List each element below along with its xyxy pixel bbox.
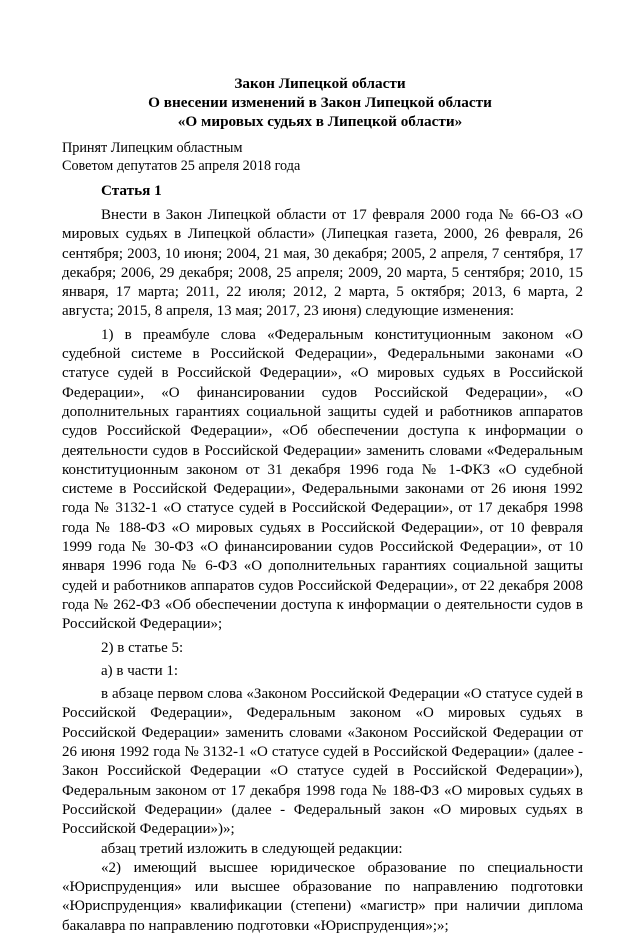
title-line-1: Закон Липецкой области (234, 75, 406, 92)
paragraph-abzac-1: в абзаце первом слова «Законом Российской Федерации «О статусе судей в Российской Федерации», Федеральным законом «О мировых судьях в Российской Федерации» заменить словами «Законом Российской Федерации от 26 июня 1992 года № 3132-1 «О статусе судей в Российской Федерации» (далее - Закон Российской Федерации «О статусе судей в Российской Федерации»), Федеральным законом от 17 декабря 1998 года № 188-ФЗ «О мировых судьях в Российской Федерации» (далее - Федеральный закон «О мировых судьях в Российской Федерации»)»; (62, 686, 583, 838)
paragraph-intro: Внести в Закон Липецкой области от 17 февраля 2000 года № 66-ОЗ «О мировых судьях в Липецкой области» (Липецкая газета, 2000, 26 февраля, 26 сентября; 2003, 10 июня; 2004, 21 мая, 30 декабря; 2005, 2 апреля, 7 сентября, 17 декабря; 2006, 29 декабря; 2008, 25 апреля; 2009, 20 марта, 5 сентября; 2010, 15 января, 17 марта; 2011, 22 июля; 2012, 2 марта, 5 октября; 2013, 6 марта, 2 августа; 2015, 8 апреля, 13 мая; 2017, 23 июня) следующие изменения: (62, 207, 583, 320)
title-line-3: «О мировых судьях в Липецкой области» (177, 113, 463, 130)
article-body (62, 206, 583, 936)
paragraph-subitem-a: а) в части 1: (101, 662, 179, 679)
adoption-line-2: Советом депутатов 25 апреля 2018 года (62, 158, 301, 174)
paragraph-new-text: «2) имеющий высшее юридическое образование по специальности «Юриспруденция» или высшее образование по направлению подготовки «Юриспруденция» квалификации (степени) «магистр» при наличии диплома бакалавра по направлению подготовки «Юриспруденция»;»; (62, 859, 583, 934)
paragraph-abzac-3: абзац третий изложить в следующей редакции: (101, 840, 403, 857)
adoption-note (62, 139, 462, 175)
adoption-line-1: Принят Липецким областным (62, 140, 243, 156)
document-title (60, 74, 580, 131)
article-heading: Статья 1 (101, 182, 162, 199)
title-line-2: О внесении изменений в Закон Липецкой области (148, 94, 492, 111)
paragraph-item-1: 1) в преамбуле слова «Федеральным конституционным законом «О судебной системе в Российской Федерации», Федеральными законами «О статусе судей в Российской Федерации», «О мировых судьях в Российской Федерации», «О финансировании судов Российской Федерации», «О дополнительных гарантиях социальной защиты судей и работников аппаратов судов Российской Федерации», «Об обеспечении доступа к информации о деятельности судов в Российской Федерации» заменить словами «Федеральным конституционным законом от 31 декабря 1996 года № 1-ФКЗ «О судебной системе в Российской Федерации», Федеральными законами от 26 июня 1992 года № 3132-1 «О статусе судей в Российской Федерации», от 17 декабря 1998 года № 188-ФЗ «О мировых судьях в Российской Федерации», от 10 февраля 1999 года № 30-ФЗ «О финансировании судов Российской Федерации», от 10 января 1996 года № 6-ФЗ «О дополнительных гарантиях социальной защиты судей и работников аппаратов судов Российской Федерации», от 22 декабря 2008 года № 262-ФЗ «Об обеспечении доступа к информации о деятельности судов в Российской Федерации»; (62, 326, 583, 633)
paragraph-item-2: 2) в статье 5: (101, 639, 184, 656)
